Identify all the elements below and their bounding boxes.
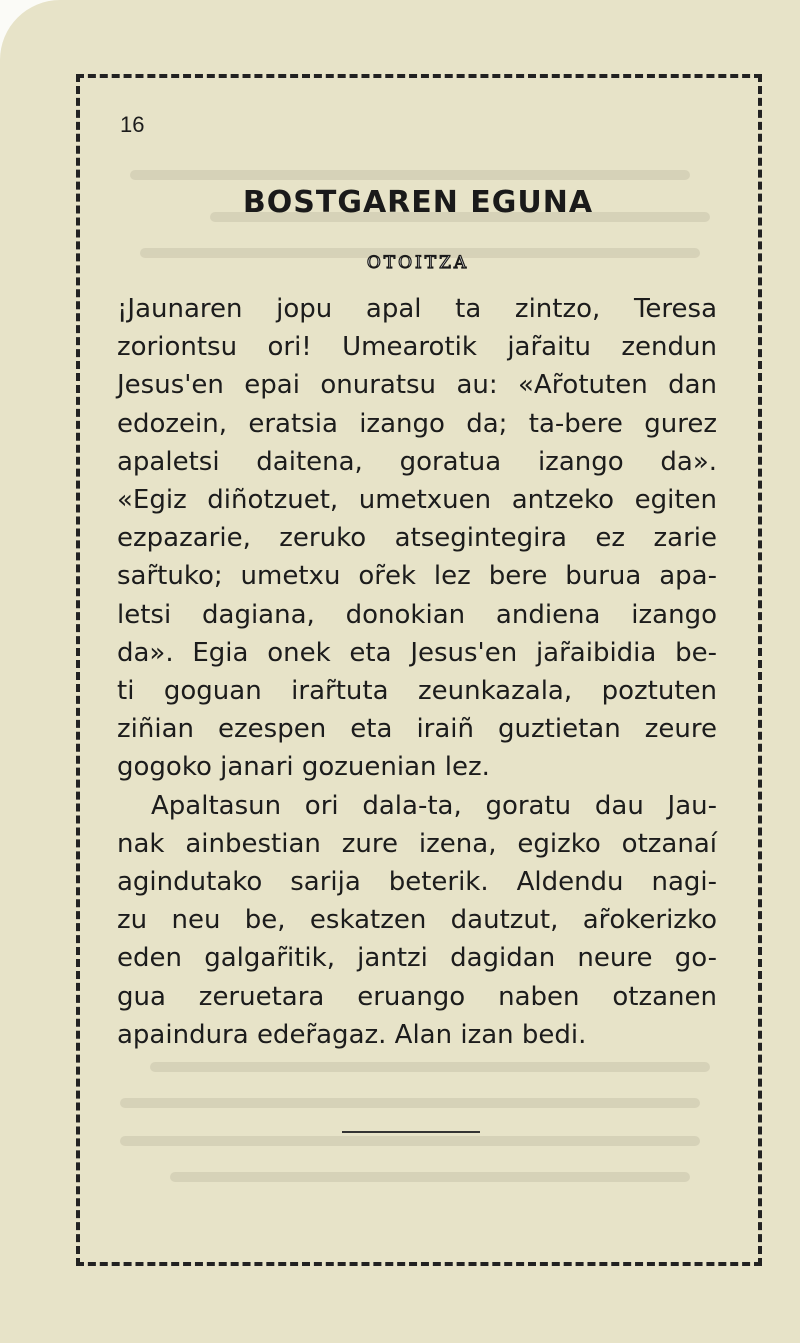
text-line: edozein, eratsia izango da; ta-bere gurez <box>117 408 717 439</box>
prayer-body <box>117 290 717 1054</box>
text-line: sar̃tuko; umetxu or̃ek lez bere burua apa- <box>117 561 717 592</box>
text-line: apaletsi daitena, goratua izango da». <box>117 446 717 477</box>
text-line: apaindura eder̃agaz. Alan izan bedi. <box>117 1019 587 1050</box>
text-line: ezpazarie, zeruko atsegintegira ez zarie <box>117 523 717 554</box>
text-line: «Egiz diñotzuet, umetxuen antzeko egiten <box>117 485 717 516</box>
text-line: gua zeruetara eruango naben otzanen <box>117 981 717 1012</box>
text-line: eden galgar̃itik, jantzi dagidan neure go- <box>117 943 717 974</box>
page-number: 16 <box>120 112 145 137</box>
text-line: gogoko janari gozuenian lez. <box>117 752 490 783</box>
page-title: BOSTGAREN EGUNA <box>242 185 594 220</box>
text-line: Apaltasun ori dala-ta, goratu dau Jau- <box>151 790 717 821</box>
text-line: da». Egia onek eta Jesus'en jar̃aibidia be- <box>117 637 717 668</box>
end-rule <box>342 1131 480 1133</box>
text-line: Jesus'en epai onuratsu au: «Ar̃otuten dan <box>117 370 717 401</box>
paragraph-2 <box>117 787 717 1054</box>
text-line: nak ainbestian zure izena, egizko otzanaí <box>117 828 717 859</box>
paragraph-1 <box>117 290 717 787</box>
text-line: letsi dagiana, donokian andiena izango <box>117 599 717 630</box>
section-subtitle: OTOITZA <box>366 253 470 273</box>
text-line: agindutako sarija beterik. Aldendu nagi- <box>117 867 717 898</box>
text-line: ¡Jaunaren jopu apal ta zintzo, Teresa <box>117 294 717 324</box>
text-line: zu neu be, eskatzen dautzut, ar̃okerizko <box>117 905 717 936</box>
text-line: zoriontsu ori! Umearotik jar̃aitu zendun <box>117 332 717 363</box>
text-line: ziñian ezespen eta iraiñ guztietan zeure <box>117 714 717 745</box>
text-line: ti goguan irar̃tuta zeunkazala, poztuten <box>117 676 717 707</box>
